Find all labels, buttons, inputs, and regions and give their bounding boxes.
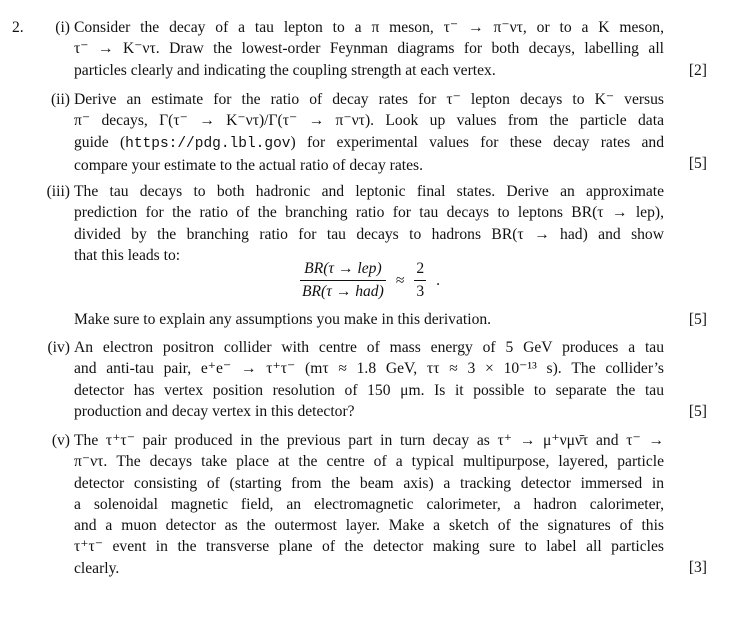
part-iv bbox=[47, 337, 664, 422]
value-numerator: 2 bbox=[416, 260, 425, 277]
part-ii-line-1: Derive an estimate for the ratio of decay rates for τ⁻ lepton decays to K⁻ versus bbox=[74, 91, 664, 108]
formula-numerator: BR(τ → lep) bbox=[304, 260, 382, 277]
part-v-line-7: clearly. bbox=[74, 559, 120, 577]
part-v-line-6: τ⁺τ⁻ event in the transverse plane of the detector making sure to label all particles bbox=[74, 538, 664, 556]
part-ii-line-4: compare your estimate to the actual ratio of decay rates. bbox=[74, 156, 423, 174]
part-ii bbox=[50, 89, 664, 176]
marks-ii: [5] bbox=[688, 155, 707, 172]
value-bar bbox=[414, 280, 426, 281]
part-iv-line-1: An electron positron collider with centre of mass energy of 5 GeV produces a tau bbox=[74, 339, 664, 356]
question-number: 2. bbox=[12, 19, 24, 36]
part-v bbox=[51, 430, 664, 579]
marks-iv: [5] bbox=[688, 403, 707, 420]
part-iii-line-3: divided by the branching ratio for tau decays to hadrons BR(τ → had) and show bbox=[74, 225, 664, 243]
part-label: (iv) bbox=[47, 339, 70, 356]
value-denominator: 3 bbox=[416, 283, 425, 300]
part-label: (i) bbox=[55, 19, 70, 36]
part-label: (ii) bbox=[50, 91, 70, 108]
part-iii-after bbox=[74, 309, 664, 330]
marks-v: [3] bbox=[688, 559, 707, 576]
part-iii-line-2: prediction for the ratio of the branching ratio for tau decays to leptons BR(τ → lep), bbox=[74, 204, 664, 222]
pdg-link[interactable]: https://pdg.lbl.gov bbox=[125, 135, 291, 152]
part-iv-line-2: and anti-tau pair, e⁺e⁻ → τ⁺τ⁻ (mτ ≈ 1.8 GeV, ττ ≈ 3 × 10⁻¹³ s). The collider’s bbox=[74, 360, 664, 378]
guide-prefix: guide ( bbox=[74, 133, 126, 151]
part-iv-line-4: production and decay vertex in this detector? bbox=[74, 402, 355, 420]
part-i-line-2: τ⁻ → K⁻ντ. Draw the lowest-order Feynman diagrams for both decays, labelling all bbox=[74, 40, 664, 58]
part-label: (iii) bbox=[46, 183, 70, 200]
formula-denominator: BR(τ → had) bbox=[302, 283, 384, 300]
branching-ratio-formula bbox=[300, 259, 440, 302]
part-iii-line-1: The tau decays to both hadronic and leptonic final states. Derive an approximate bbox=[74, 183, 664, 200]
formula-period: . bbox=[436, 271, 441, 289]
formula-fraction bbox=[300, 259, 386, 302]
part-iii-assumptions: Make sure to explain any assumptions you make in this derivation. bbox=[74, 311, 492, 328]
part-ii-line-3 bbox=[74, 132, 664, 155]
part-v-line-4: a solenoidal magnetic field, an electromagnetic calorimeter, a hadron calorimeter, bbox=[74, 495, 664, 513]
part-v-line-5: and a muon detector as the outermost layer. Make a sketch of the signatures of this bbox=[74, 517, 664, 535]
marks-i: [2] bbox=[688, 62, 707, 79]
part-v-line-3: detector consisting of (starting from the beam axis) a tracking detector immersed in bbox=[74, 474, 664, 492]
part-iii-line-4: that this leads to: bbox=[74, 246, 181, 264]
part-v-line-2: π⁻ντ. The decays take place at the centre of a typical multipurpose, layered, particle bbox=[74, 453, 664, 471]
part-v-line-1: The τ⁺τ⁻ pair produced in the previous part in turn decay as τ⁺ → μ⁺νμν̄τ and τ⁻ → bbox=[74, 432, 664, 449]
part-iv-line-3: detector has vertex position resolution of 150 μm. Is it possible to separate the tau bbox=[74, 381, 664, 399]
fraction-bar bbox=[300, 280, 386, 281]
part-i-line-3: particles clearly and indicating the coupling strength at each vertex. bbox=[74, 61, 496, 79]
formula-value bbox=[414, 259, 426, 302]
part-i-line-1: Consider the decay of a tau lepton to a π meson, τ⁻ → π⁻ντ, or to a K meson, bbox=[74, 19, 664, 36]
part-i bbox=[55, 17, 664, 81]
part-iii bbox=[46, 181, 664, 266]
approx-symbol: ≈ bbox=[395, 271, 405, 289]
part-ii-line-2: π⁻ decays, Γ(τ⁻ → K⁻ντ)/Γ(τ⁻ → π⁻ντ). Look up values from the particle data bbox=[74, 112, 664, 130]
guide-suffix: ) for experimental values for these decay rates and bbox=[290, 133, 664, 151]
marks-iii: [5] bbox=[688, 311, 707, 328]
part-label: (v) bbox=[51, 432, 70, 449]
